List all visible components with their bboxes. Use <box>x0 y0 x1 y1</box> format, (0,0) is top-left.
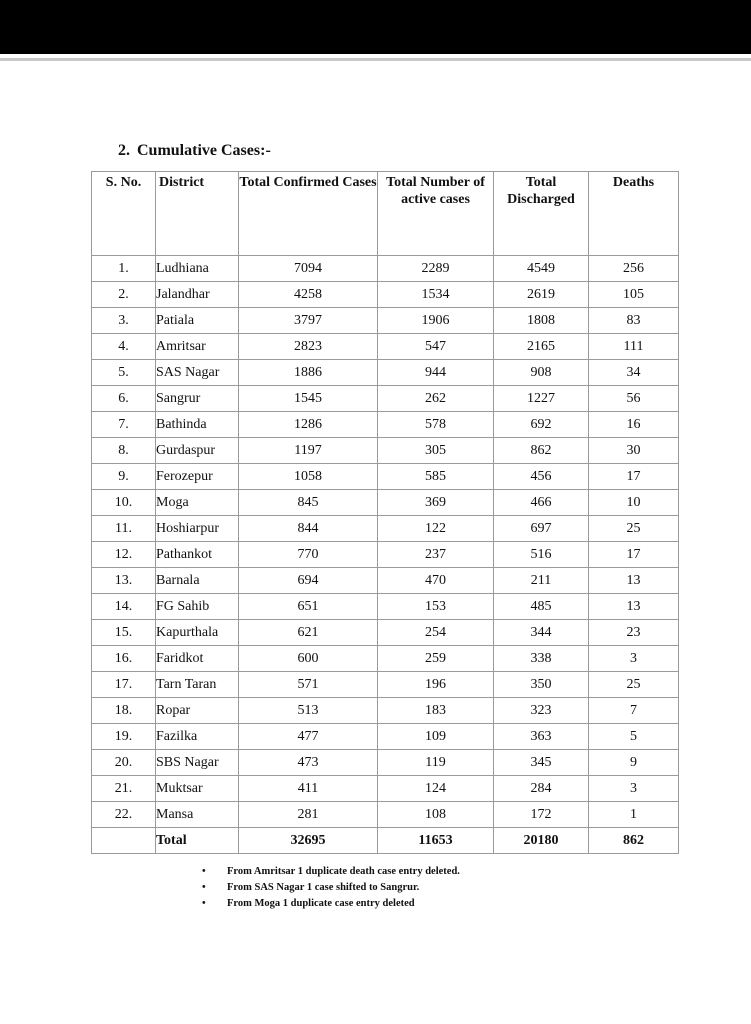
cell-deaths: 34 <box>589 360 679 386</box>
section-number: 2. <box>118 142 130 159</box>
cell-confirmed: 845 <box>239 490 378 516</box>
cell-active: 305 <box>378 438 494 464</box>
cell-discharged: 862 <box>494 438 589 464</box>
cell-sno: 22. <box>92 802 156 828</box>
cell-district: Patiala <box>156 308 239 334</box>
cell-confirmed: 600 <box>239 646 378 672</box>
cell-confirmed: 1545 <box>239 386 378 412</box>
cell-district: Kapurthala <box>156 620 239 646</box>
cell-sno: 19. <box>92 724 156 750</box>
cell-deaths: 10 <box>589 490 679 516</box>
cell-sno: 18. <box>92 698 156 724</box>
table-row <box>92 750 679 776</box>
table-row <box>92 490 679 516</box>
cell-discharged: 456 <box>494 464 589 490</box>
header-district: District <box>156 172 239 256</box>
table-row <box>92 568 679 594</box>
table-row <box>92 724 679 750</box>
cell-confirmed: 1197 <box>239 438 378 464</box>
cell-district: Sangrur <box>156 386 239 412</box>
cell-deaths: 9 <box>589 750 679 776</box>
cell-sno: 5. <box>92 360 156 386</box>
cell-active: 470 <box>378 568 494 594</box>
cell-sno: 17. <box>92 672 156 698</box>
cell-active: 369 <box>378 490 494 516</box>
cell-sno: 20. <box>92 750 156 776</box>
cell-active: 585 <box>378 464 494 490</box>
cell-sno: 10. <box>92 490 156 516</box>
cell-sno: 4. <box>92 334 156 360</box>
cell-confirmed: 473 <box>239 750 378 776</box>
cell-discharged: 172 <box>494 802 589 828</box>
header-active: Total Number of active cases <box>378 172 494 256</box>
cell-district: Hoshiarpur <box>156 516 239 542</box>
cell-sno: 9. <box>92 464 156 490</box>
cell-confirmed: 4258 <box>239 282 378 308</box>
cell-district: Mansa <box>156 802 239 828</box>
cell-district: Amritsar <box>156 334 239 360</box>
cell-confirmed: 694 <box>239 568 378 594</box>
table-row <box>92 438 679 464</box>
cell-discharged: 692 <box>494 412 589 438</box>
cell-discharged: 350 <box>494 672 589 698</box>
table-row <box>92 516 679 542</box>
cell-discharged: 1227 <box>494 386 589 412</box>
bullet-icon: • <box>202 898 206 909</box>
cell-active: 547 <box>378 334 494 360</box>
cell-sno: 2. <box>92 282 156 308</box>
table-row <box>92 412 679 438</box>
cell-district: Jalandhar <box>156 282 239 308</box>
cell-deaths: 23 <box>589 620 679 646</box>
cell-discharged: 344 <box>494 620 589 646</box>
header-deaths: Deaths <box>589 172 679 256</box>
cell-confirmed: 477 <box>239 724 378 750</box>
cell-active: 2289 <box>378 256 494 282</box>
cell-confirmed: 621 <box>239 620 378 646</box>
cell-deaths: 25 <box>589 516 679 542</box>
cell-deaths: 1 <box>589 802 679 828</box>
table-row <box>92 256 679 282</box>
footnote-text: From SAS Nagar 1 case shifted to Sangrur. <box>227 882 420 893</box>
cell-confirmed: 1886 <box>239 360 378 386</box>
cell-district: Gurdaspur <box>156 438 239 464</box>
cell-active: 1534 <box>378 282 494 308</box>
cumulative-cases-table <box>91 171 679 854</box>
cell-sno: 6. <box>92 386 156 412</box>
cell-district: SAS Nagar <box>156 360 239 386</box>
cell-active: 578 <box>378 412 494 438</box>
footnote-item <box>202 864 460 880</box>
cell-active: 153 <box>378 594 494 620</box>
cell-sno: 11. <box>92 516 156 542</box>
cell-sno: 13. <box>92 568 156 594</box>
total-deaths: 862 <box>589 828 679 854</box>
table-row <box>92 802 679 828</box>
cell-active: 259 <box>378 646 494 672</box>
cell-sno: 3. <box>92 308 156 334</box>
cell-discharged: 4549 <box>494 256 589 282</box>
cell-deaths: 13 <box>589 568 679 594</box>
table-header-row <box>92 172 679 256</box>
total-sno <box>92 828 156 854</box>
total-confirmed: 32695 <box>239 828 378 854</box>
cell-discharged: 363 <box>494 724 589 750</box>
footnote-item <box>202 896 460 912</box>
cell-deaths: 105 <box>589 282 679 308</box>
cell-deaths: 17 <box>589 542 679 568</box>
bullet-icon: • <box>202 882 206 893</box>
cell-confirmed: 1286 <box>239 412 378 438</box>
cell-discharged: 2165 <box>494 334 589 360</box>
cell-confirmed: 844 <box>239 516 378 542</box>
cell-active: 109 <box>378 724 494 750</box>
bullet-icon: • <box>202 866 206 877</box>
cell-deaths: 56 <box>589 386 679 412</box>
cell-deaths: 16 <box>589 412 679 438</box>
cell-active: 108 <box>378 802 494 828</box>
cell-sno: 7. <box>92 412 156 438</box>
cell-district: SBS Nagar <box>156 750 239 776</box>
cell-sno: 16. <box>92 646 156 672</box>
cell-deaths: 5 <box>589 724 679 750</box>
cell-active: 1906 <box>378 308 494 334</box>
total-discharged: 20180 <box>494 828 589 854</box>
cell-discharged: 323 <box>494 698 589 724</box>
cell-discharged: 466 <box>494 490 589 516</box>
cell-discharged: 697 <box>494 516 589 542</box>
cell-deaths: 111 <box>589 334 679 360</box>
cell-deaths: 3 <box>589 646 679 672</box>
top-divider-line <box>0 58 751 61</box>
cell-district: FG Sahib <box>156 594 239 620</box>
cell-active: 124 <box>378 776 494 802</box>
cell-confirmed: 1058 <box>239 464 378 490</box>
cell-active: 254 <box>378 620 494 646</box>
top-black-bar <box>0 0 751 54</box>
table-body <box>92 256 679 828</box>
footnote-text: From Amritsar 1 duplicate death case entry deleted. <box>227 866 460 877</box>
cell-sno: 14. <box>92 594 156 620</box>
table-total-row <box>92 828 679 854</box>
cell-deaths: 83 <box>589 308 679 334</box>
cell-district: Ferozepur <box>156 464 239 490</box>
table-row <box>92 776 679 802</box>
cell-deaths: 30 <box>589 438 679 464</box>
cell-confirmed: 770 <box>239 542 378 568</box>
cell-active: 237 <box>378 542 494 568</box>
table-row <box>92 282 679 308</box>
table-row <box>92 698 679 724</box>
cell-sno: 1. <box>92 256 156 282</box>
cell-discharged: 338 <box>494 646 589 672</box>
cell-district: Moga <box>156 490 239 516</box>
cell-sno: 21. <box>92 776 156 802</box>
cell-confirmed: 2823 <box>239 334 378 360</box>
cell-confirmed: 281 <box>239 802 378 828</box>
header-confirmed: Total Confirmed Cases <box>239 172 378 256</box>
table-row <box>92 672 679 698</box>
table-row <box>92 308 679 334</box>
cell-district: Ropar <box>156 698 239 724</box>
table-row <box>92 386 679 412</box>
table-row <box>92 360 679 386</box>
cell-deaths: 25 <box>589 672 679 698</box>
cell-district: Pathankot <box>156 542 239 568</box>
section-title: Cumulative Cases:- <box>137 142 271 159</box>
cell-active: 944 <box>378 360 494 386</box>
cell-confirmed: 411 <box>239 776 378 802</box>
cell-district: Tarn Taran <box>156 672 239 698</box>
table-row <box>92 334 679 360</box>
cell-confirmed: 651 <box>239 594 378 620</box>
cell-discharged: 1808 <box>494 308 589 334</box>
cell-discharged: 908 <box>494 360 589 386</box>
cell-confirmed: 571 <box>239 672 378 698</box>
cell-discharged: 2619 <box>494 282 589 308</box>
table-row <box>92 464 679 490</box>
section-heading <box>118 142 271 160</box>
table-row <box>92 646 679 672</box>
table-row <box>92 542 679 568</box>
cell-district: Ludhiana <box>156 256 239 282</box>
cell-district: Faridkot <box>156 646 239 672</box>
cell-deaths: 13 <box>589 594 679 620</box>
cell-active: 119 <box>378 750 494 776</box>
table-row <box>92 594 679 620</box>
cell-district: Barnala <box>156 568 239 594</box>
cell-confirmed: 3797 <box>239 308 378 334</box>
cell-district: Fazilka <box>156 724 239 750</box>
footnotes-list <box>202 864 460 912</box>
footnote-text: From Moga 1 duplicate case entry deleted <box>227 898 415 909</box>
cell-district: Bathinda <box>156 412 239 438</box>
cell-sno: 12. <box>92 542 156 568</box>
table-row <box>92 620 679 646</box>
cell-discharged: 345 <box>494 750 589 776</box>
cell-deaths: 3 <box>589 776 679 802</box>
cell-discharged: 516 <box>494 542 589 568</box>
cell-district: Muktsar <box>156 776 239 802</box>
cell-sno: 15. <box>92 620 156 646</box>
cell-confirmed: 7094 <box>239 256 378 282</box>
header-sno: S. No. <box>92 172 156 256</box>
cell-active: 122 <box>378 516 494 542</box>
cell-active: 196 <box>378 672 494 698</box>
cell-sno: 8. <box>92 438 156 464</box>
cell-deaths: 256 <box>589 256 679 282</box>
header-discharged: Total Discharged <box>494 172 589 256</box>
cell-discharged: 284 <box>494 776 589 802</box>
cell-discharged: 211 <box>494 568 589 594</box>
total-active: 11653 <box>378 828 494 854</box>
cell-discharged: 485 <box>494 594 589 620</box>
cell-deaths: 7 <box>589 698 679 724</box>
total-label: Total <box>156 828 239 854</box>
cell-active: 183 <box>378 698 494 724</box>
cell-confirmed: 513 <box>239 698 378 724</box>
cell-active: 262 <box>378 386 494 412</box>
footnote-item <box>202 880 460 896</box>
cell-deaths: 17 <box>589 464 679 490</box>
